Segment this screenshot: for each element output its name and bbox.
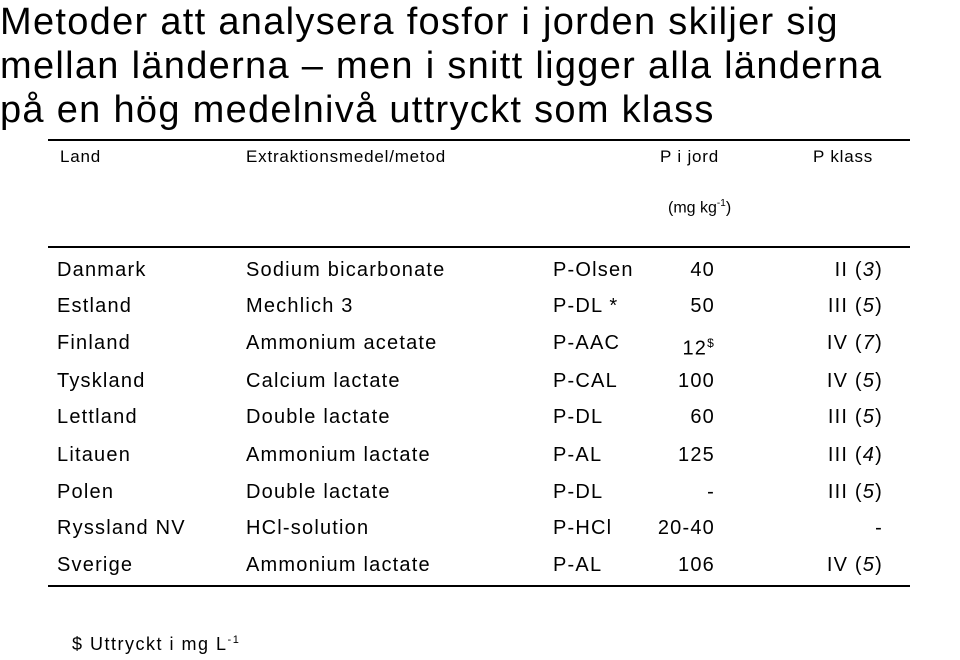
- cell-code: P-Olsen: [553, 259, 634, 281]
- header-land: Land: [60, 147, 102, 166]
- table-row: [0, 291, 960, 321]
- table-row: [0, 328, 960, 358]
- header-method: Extraktionsmedel/metod: [246, 147, 446, 166]
- table-row: [0, 513, 960, 543]
- cell-code: P-AL: [553, 554, 603, 576]
- table-row: [0, 255, 960, 285]
- cell-p-value: 106: [678, 554, 715, 576]
- cell-method: Sodium bicarbonate: [246, 259, 446, 281]
- cell-land: Lettland: [57, 406, 138, 428]
- cell-code: P-CAL: [553, 370, 618, 392]
- cell-land: Sverige: [57, 554, 134, 576]
- table-row: [0, 550, 960, 580]
- cell-land: Polen: [57, 481, 115, 503]
- cell-code: P-DL: [553, 481, 604, 503]
- cell-p-value: 50: [690, 295, 715, 317]
- cell-p-class: III (5): [827, 295, 883, 317]
- table-row: [0, 440, 960, 470]
- cell-code: P-DL: [553, 406, 604, 428]
- cell-method: Double lactate: [246, 406, 391, 428]
- cell-code: P-DL *: [553, 295, 619, 317]
- cell-code: P-AL: [553, 444, 603, 466]
- cell-method: Ammonium lactate: [246, 554, 431, 576]
- cell-method: HCl-solution: [246, 517, 370, 539]
- cell-method: Double lactate: [246, 481, 391, 503]
- header-p-class: P klass: [813, 147, 874, 166]
- cell-p-class: IV (5): [826, 370, 883, 392]
- cell-p-class: IV (5): [826, 554, 883, 576]
- title-line-2: mellan länderna – men i snitt ligger alla länderna: [0, 45, 883, 87]
- cell-p-class: III (4): [827, 444, 883, 466]
- cell-land: Ryssland NV: [57, 517, 186, 539]
- table-bottom-rule: [48, 585, 910, 587]
- cell-method: Mechlich 3: [246, 295, 354, 317]
- table-row: [0, 477, 960, 507]
- cell-land: Estland: [57, 295, 133, 317]
- title-line-3: på en hög medelnivå uttryckt som klass: [0, 89, 715, 131]
- footnote: [72, 634, 240, 655]
- table-top-rule: [48, 139, 910, 141]
- cell-method: Calcium lactate: [246, 370, 401, 392]
- footnote-text: Uttryckt i mg L: [83, 634, 228, 654]
- title-line-1: Metoder att analysera fosfor i jorden skiljer sig: [0, 1, 839, 43]
- p-value-footnote-mark: $: [707, 336, 715, 350]
- cell-method: Ammonium acetate: [246, 332, 438, 354]
- cell-p-value: 125: [678, 444, 715, 466]
- table-row: [0, 366, 960, 396]
- cell-p-value: 60: [690, 406, 715, 428]
- cell-p-value: 20-40: [657, 517, 715, 539]
- cell-land: Danmark: [57, 259, 147, 281]
- cell-land: Finland: [57, 332, 131, 354]
- footnote-symbol: $: [72, 634, 84, 654]
- cell-code: P-HCl: [553, 517, 613, 539]
- cell-code: P-AAC: [553, 332, 621, 354]
- cell-p-class: IV (7): [826, 332, 883, 354]
- cell-p-value: 100: [678, 370, 715, 392]
- cell-land: Tyskland: [57, 370, 146, 392]
- cell-p-class: II (3): [834, 259, 883, 281]
- footnote-sup: -1: [227, 634, 241, 646]
- cell-p-value: -: [707, 481, 715, 503]
- header-unit: (mg $kg^{-1}$): [668, 198, 732, 217]
- cell-p-value: 12$: [682, 336, 715, 360]
- table-row: [0, 402, 960, 432]
- cell-method: Ammonium lactate: [246, 444, 431, 466]
- table-header-rule: [48, 246, 910, 248]
- cell-p-value: 40: [690, 259, 715, 281]
- slide-title: [0, 0, 960, 132]
- cell-p-class: III (5): [827, 481, 883, 503]
- cell-p-class: III (5): [827, 406, 883, 428]
- cell-p-class: -: [875, 517, 883, 539]
- cell-land: Litauen: [57, 444, 132, 466]
- header-p-soil: P i jord: [660, 147, 720, 166]
